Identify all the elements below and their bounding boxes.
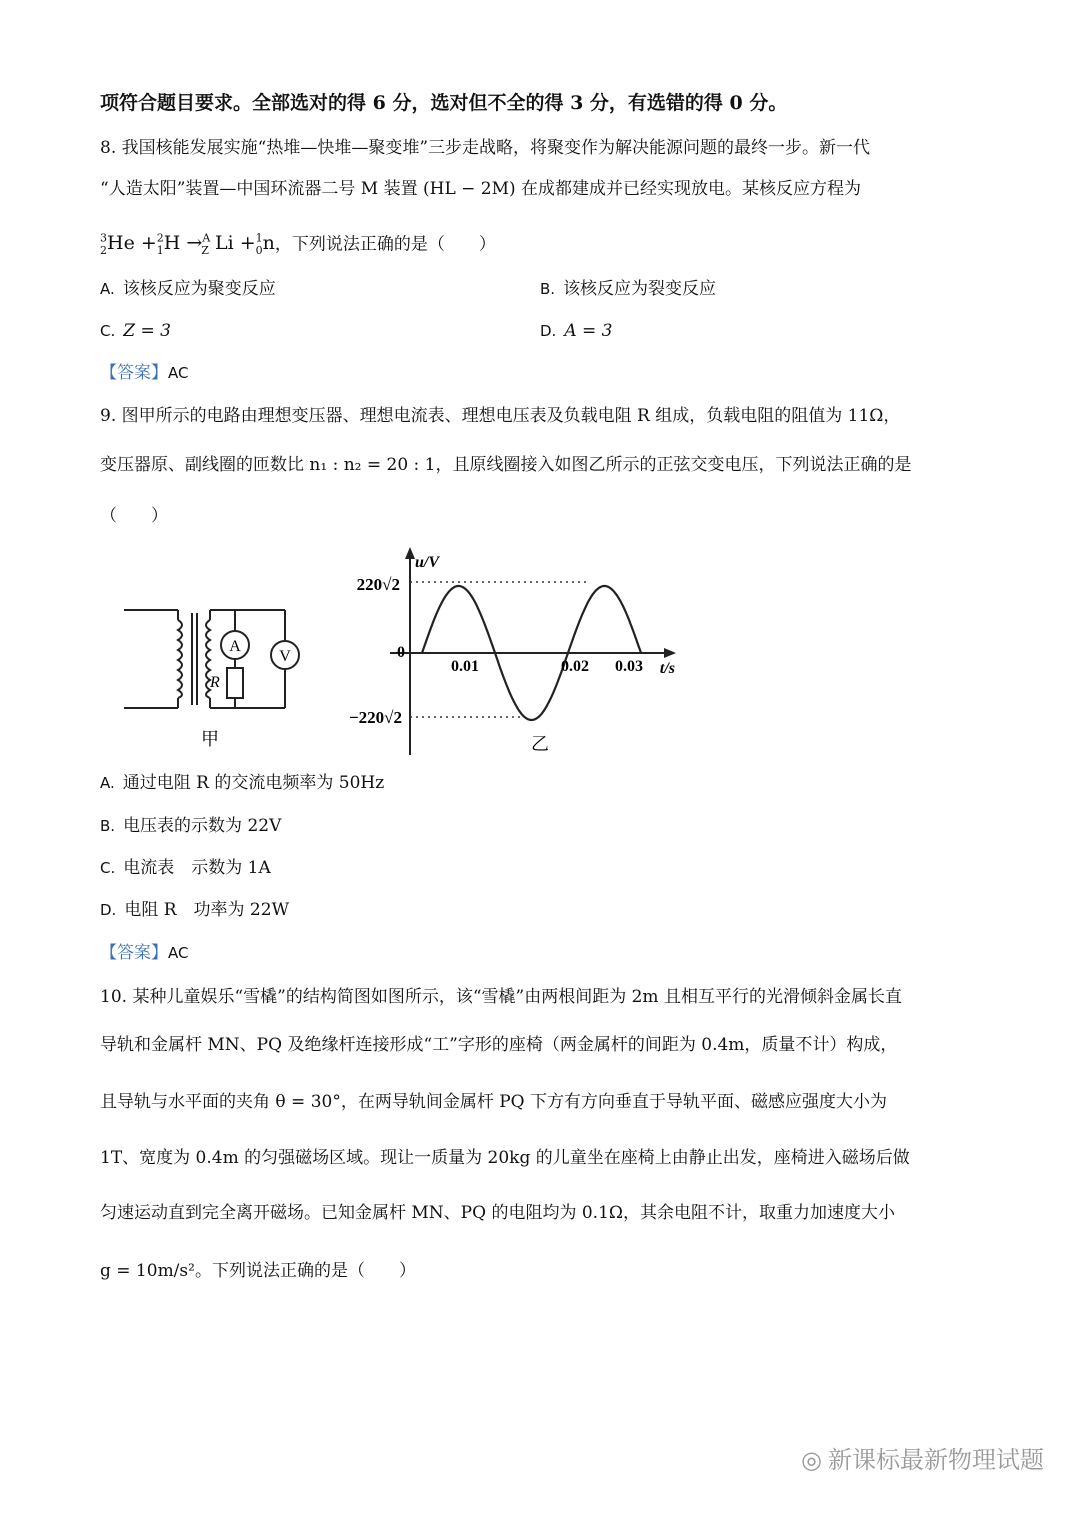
answer-value: AC [168, 944, 189, 962]
q9-answer [100, 940, 188, 966]
q8-option-c[interactable] [100, 318, 171, 344]
option-letter: B. [100, 817, 116, 835]
q9-line-3: （ ） [100, 506, 168, 526]
q10-line-4: 1T、宽度为 0.4m 的匀强磁场区域。现让一质量为 20kg 的儿童坐在座椅上由静止出发，座椅进入磁场后做 [100, 1148, 910, 1168]
option-letter: B. [540, 280, 556, 298]
x-axis-label: t/s [659, 660, 675, 677]
answer-label: 【答案】 [100, 943, 168, 963]
q10-line-1: 10. 某种儿童娱乐“雪橇”的结构简图如图所示，该“雪橇”由两根间距为 2m 且相互平行的光滑倾斜金属长直 [100, 987, 902, 1007]
q10-line-5: 匀速运动直到完全离开磁场。已知金属杆 MN、PQ 的电阻均为 0.1Ω，其余电阻不计，取重力加速度大小 [100, 1203, 895, 1223]
q10-line-3: 且导轨与水平面的夹角 θ = 30°，在两导轨间金属杆 PQ 下方有方向垂直于导轨平面、磁感应强度大小为 [100, 1092, 888, 1112]
watermark-text: 新课标最新物理试题 [828, 1446, 1044, 1474]
q8-option-d[interactable] [540, 318, 612, 344]
option-letter: D. [100, 901, 117, 919]
q10-line-2: 导轨和金属杆 MN、PQ 及绝缘杆连接形成“工”字形的座椅（两金属杆的间距为 0.4m，质量不计）构成， [100, 1035, 898, 1055]
q9-option-a[interactable] [100, 770, 384, 796]
option-letter: C. [100, 322, 116, 340]
x-tick-2: 0.02 [561, 658, 589, 675]
answer-value: AC [168, 364, 189, 382]
q9-line-2: 变压器原、副线圈的匝数比 n₁ : n₂ = 20 : 1，且原线圈接入如图乙所示的正弦交变电压，下列说法正确的是 [100, 455, 912, 475]
section-heading: 项符合题目要求。全部选对的得 6 分，选对但不全的得 3 分，有选错的得 0 分。 [100, 92, 788, 114]
q9-option-c-text: 电流表 示数为 1A [123, 858, 271, 878]
y-min-label: −220√2 [348, 708, 402, 727]
option-letter: A. [100, 774, 115, 792]
q9-option-a-text: 通过电阻 R 的交流电频率为 50Hz [122, 773, 385, 793]
q8-line-1: 8. 我国核能发展实施“热堆—快堆—聚变堆”三步走战略，将聚变作为解决能源问题的最终一步。新一代 [100, 138, 871, 158]
q10-line-6: g = 10m/s²。下列说法正确的是（ ） [100, 1261, 416, 1281]
y-axis-label: u/V [415, 554, 440, 571]
watermark [801, 1440, 1044, 1475]
q8-line-3 [100, 226, 496, 264]
x-tick-1: 0.01 [451, 658, 479, 675]
q8-question-suffix: ，下列说法正确的是（ ） [274, 234, 496, 255]
q9-option-b-text: 电压表的示数为 22V [123, 816, 282, 836]
q8-answer [100, 360, 188, 386]
figure-label-jia: 甲 [201, 729, 219, 750]
transformer-circuit [124, 610, 299, 708]
ammeter-label: A [229, 638, 241, 655]
voltmeter-label: V [279, 648, 291, 665]
option-letter: D. [540, 322, 557, 340]
y-max-label: 220√2 [356, 575, 400, 594]
q8-reaction-equation: $^3_2$He +$^2_1$H →$^A_Z$ Li +$^1_0$n [100, 232, 275, 258]
q8-option-b-text: 该核反应为裂变反应 [563, 279, 717, 299]
q8-option-c-text: Z = 3 [123, 321, 171, 341]
figure-label-yi: 乙 [531, 734, 549, 755]
option-letter: A. [100, 280, 115, 298]
q9-option-d[interactable] [100, 897, 289, 923]
q9-line-1: 9. 图甲所示的电路由理想变压器、理想电流表、理想电压表及负载电阻 R 组成，负载电阻的阻值为 11Ω， [100, 406, 901, 426]
x-tick-3: 0.03 [615, 658, 643, 675]
option-letter: C. [100, 859, 116, 877]
q9-option-d-text: 电阻 R 功率为 22W [124, 900, 290, 920]
answer-label: 【答案】 [100, 363, 168, 383]
origin-label: 0 [397, 644, 405, 661]
q8-option-a[interactable] [100, 276, 276, 302]
q8-line-2: “人造太阳”装置—中国环流器二号 M 装置 (HL − 2M) 在成都建成并已经实现放电。某核反应方程为 [100, 179, 862, 199]
q9-figure [110, 545, 690, 760]
q8-option-d-text: A = 3 [564, 321, 613, 341]
q8-option-b[interactable] [540, 276, 716, 302]
wechat-icon: ◎ [801, 1446, 822, 1474]
q8-option-a-text: 该核反应为聚变反应 [122, 279, 276, 299]
q9-option-b[interactable] [100, 813, 281, 839]
sine-graph [390, 547, 676, 755]
q9-option-c[interactable] [100, 855, 271, 881]
resistor-label: R [210, 674, 220, 691]
